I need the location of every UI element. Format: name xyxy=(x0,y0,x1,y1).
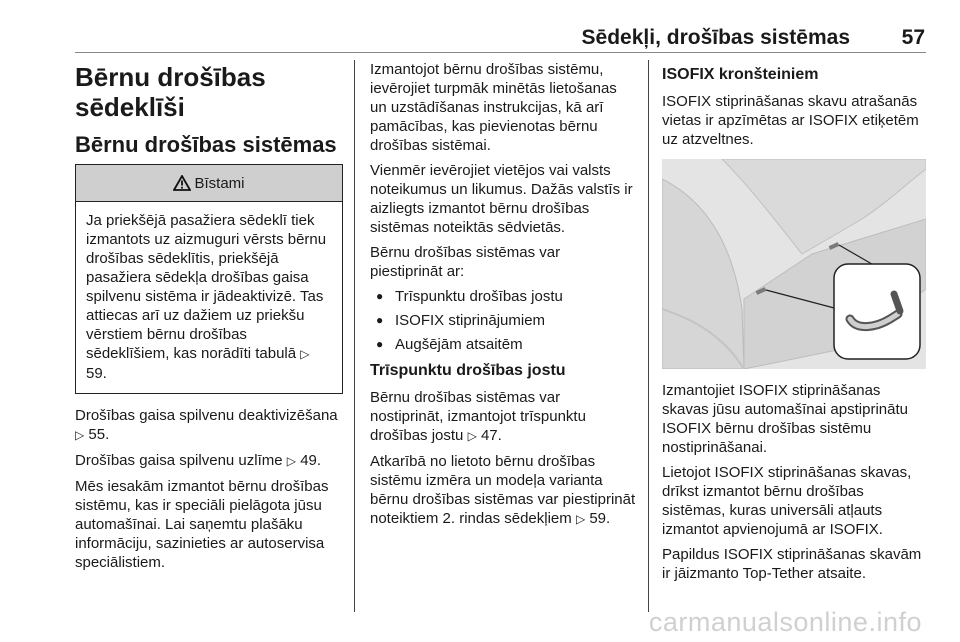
warning-label: Bīstami xyxy=(194,174,245,192)
header-rule xyxy=(75,52,926,53)
paragraph-text: Drošības gaisa spilvenu uzlīme xyxy=(75,452,283,469)
paragraph: ISOFIX stiprināšanas skavu atrašanās vietas ir apzīmētas ar ISOFIX etiķetēm uz atzveltnes. xyxy=(662,93,919,148)
bullet-list xyxy=(370,287,636,354)
page-ref[interactable]: 49. xyxy=(300,452,322,469)
section-title-line2: sēdeklīši xyxy=(75,92,185,122)
warning-triangle-icon xyxy=(173,175,191,191)
warning-text: Ja priekšējā pasažiera sēdeklī tiek izmantots uz aizmuguri vērsts bērnu drošības sēdeklītis, priekšējā pasažiera sēdekļa drošības gaisa spilvenu sistēma ir jādeaktivizē. Tas attiecas arī uz dažiem uz priekšu vērstiem bērnu drošības sēdeklīšiem, kas norādīti tabulā xyxy=(86,212,327,362)
paragraph xyxy=(75,406,343,445)
column-middle xyxy=(370,60,636,535)
section-title-line1: Bērnu drošības xyxy=(75,62,266,92)
page-ref[interactable]: 47. xyxy=(480,427,502,444)
warning-body xyxy=(76,202,342,393)
paragraph: Papildus ISOFIX stiprināšanas skavām ir jāizmanto Top-Tether atsaite. xyxy=(662,546,922,582)
page-ref-arrow-icon: ▷ xyxy=(300,347,310,361)
paragraph: Vienmēr ievērojiet vietējos vai valsts noteikumus un likumus. Dažās valstīs ir aizliegts izmantot bērnu drošības sistēmas noteiktās sēdvietās. xyxy=(370,162,633,236)
warning-page-ref[interactable]: 59. xyxy=(86,365,107,382)
paragraph-text: Atkarībā no lietoto bērnu drošības sistēmu izmēra un modeļa varianta bērnu drošības sistēmas var piestiprināt noteiktiem 2. rindas sēdekļiem xyxy=(370,453,636,527)
list-item: ● Trīspunktu drošības jostu xyxy=(370,287,636,306)
isofix-heading: ISOFIX kronšteiniem xyxy=(662,66,819,83)
section-title xyxy=(75,60,343,122)
list-item: ● Augšējām atsaitēm xyxy=(370,335,636,354)
paragraph: Izmantojiet ISOFIX stiprināšanas skavas jūsu automašīnai apstiprinātu ISOFIX bērnu drošības sistēmu nostiprināšanai. xyxy=(662,382,908,456)
column-right xyxy=(662,60,928,589)
list-item: ● ISOFIX stiprinājumiem xyxy=(370,311,636,330)
warning-header xyxy=(76,165,342,202)
subheading: Trīspunktu drošības jostu xyxy=(370,362,566,379)
paragraph xyxy=(370,388,636,446)
running-head: Sēdekļi, drošības sistēmas xyxy=(581,26,850,49)
paragraph: Mēs iesakām izmantot bērnu drošības sistēmu, kas ir speciāli pielāgota jūsu automašīnai. Lai saņemtu plašāku informāciju, sazinieties ar autoservisa speciālistiem. xyxy=(75,478,329,571)
paragraph-text: Drošības gaisa spilvenu deaktivizēšana xyxy=(75,407,338,424)
paragraph xyxy=(370,452,636,529)
page-ref-arrow-icon: ▷ xyxy=(575,512,586,526)
paragraph-text: Bērnu drošības sistēmas var nostiprināt, izmantojot trīspunktu drošības jostu xyxy=(370,389,586,444)
paragraph: Lietojot ISOFIX stiprināšanas skavas, drīkst izmantot bērnu drošības sistēmas, kuras universāli atļauts izmantot apvienojumā ar ISOFIX. xyxy=(662,464,912,538)
warning-box xyxy=(75,164,343,394)
watermark: carmanualsonline.info xyxy=(648,607,922,637)
isofix-illustration xyxy=(662,159,926,369)
column-divider-left xyxy=(354,60,355,612)
page-number: 57 xyxy=(901,26,925,49)
subsection-title: Bērnu drošības sistēmas xyxy=(75,132,337,157)
column-left xyxy=(75,60,343,578)
paragraph xyxy=(75,451,343,471)
page-ref-arrow-icon: ▷ xyxy=(75,428,85,442)
page-ref[interactable]: 59. xyxy=(589,510,611,527)
isofix-seat-drawing xyxy=(662,159,926,369)
page-ref[interactable]: 55. xyxy=(88,426,110,443)
paragraph: Izmantojot bērnu drošības sistēmu, ievērojiet turpmāk minētās lietošanas un uzstādīšanas instrukcijas, kā arī pamācības, kas pievienotas bērnu drošības sistēmai. xyxy=(370,61,617,154)
page-ref-arrow-icon: ▷ xyxy=(467,429,477,443)
column-divider-right xyxy=(648,60,649,612)
page-ref-arrow-icon: ▷ xyxy=(286,454,297,468)
paragraph: Bērnu drošības sistēmas var piestiprināt ar: xyxy=(370,244,561,280)
